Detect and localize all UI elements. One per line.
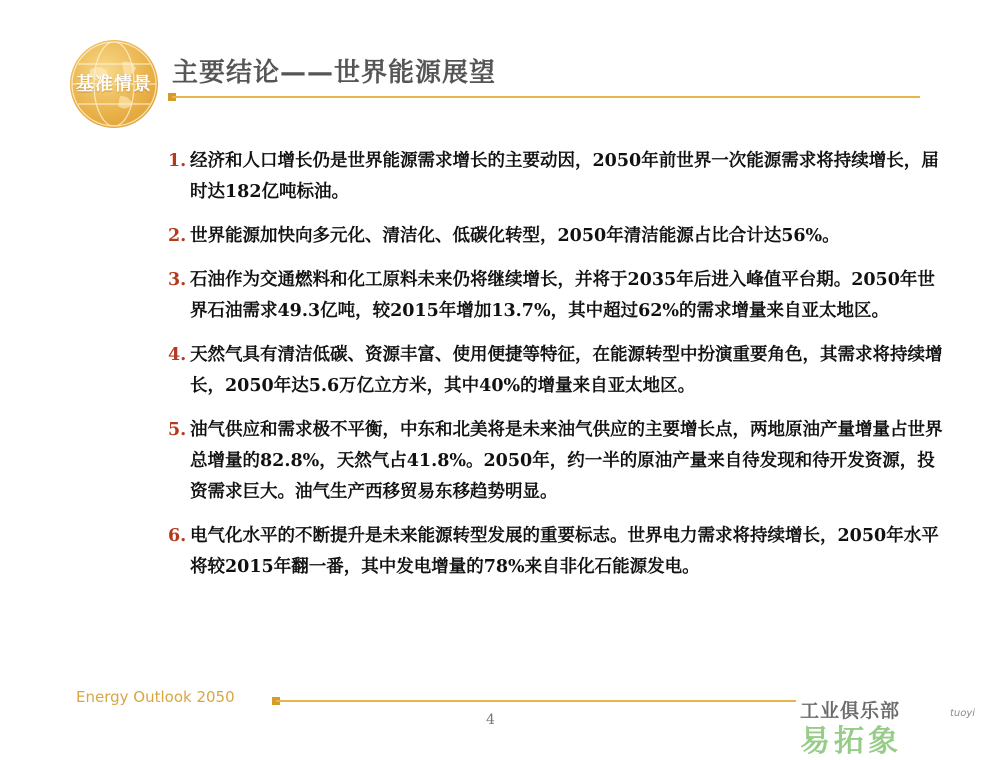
page-number: 4 [486,712,495,728]
item-number: 1. [168,151,187,171]
item-text: 电气化水平的不断提升是未来能源转型发展的重要标志。世界电力需求将持续增长，2050年水平将较2015年翻一番，其中发电增量的78%来自非化石能源发电。 [190,526,939,577]
item-number: 2. [168,226,187,246]
item-text: 经济和人口增长仍是世界能源需求增长的主要动因，2050年前世界一次能源需求将持续增长，届时达182亿吨标油。 [190,151,939,202]
conclusion-list [168,146,948,596]
list-item [168,265,948,327]
list-item [168,146,948,208]
title-divider [172,96,920,98]
list-item [168,415,948,508]
item-number: 4. [168,345,187,365]
list-item [168,521,948,583]
globe-badge [70,40,158,128]
item-number: 3. [168,270,187,290]
footer-title: Energy Outlook 2050 [76,688,235,706]
item-number: 5. [168,420,187,440]
item-text: 油气供应和需求极不平衡，中东和北美将是未来油气供应的主要增长点，两地原油产量增量占世界总增量的82.8%，天然气占41.8%。2050年，约一半的原油产量来自待发现和待开发资源，投资需求巨大。油气生产西移贸易东移趋势明显。 [190,420,943,502]
badge-label: 基准情景 [76,74,152,95]
item-text: 世界能源加快向多元化、清洁化、低碳化转型，2050年清洁能源占比合计达56%。 [190,226,840,246]
watermark-text: 工业俱乐部 [800,700,901,722]
page-title: 主要结论——世界能源展望 [172,58,497,88]
item-text: 石油作为交通燃料和化工原料未来仍将继续增长，并将于2035年后进入峰值平台期。2050年世界石油需求49.3亿吨，较2015年增加13.7%，其中超过62%的需求增量来自亚太地区。 [190,270,935,321]
item-number: 6. [168,526,187,546]
footer-divider [276,700,796,702]
item-text: 天然气具有清洁低碳、资源丰富、使用便捷等特征，在能源转型中扮演重要角色，其需求将持续增长，2050年达5.6万亿立方米，其中40%的增量来自亚太地区。 [190,345,943,396]
watermark-url: tuoyi [950,708,976,719]
watermark-logo: 易拓象 [800,724,902,759]
list-item [168,221,948,252]
list-item [168,340,948,402]
